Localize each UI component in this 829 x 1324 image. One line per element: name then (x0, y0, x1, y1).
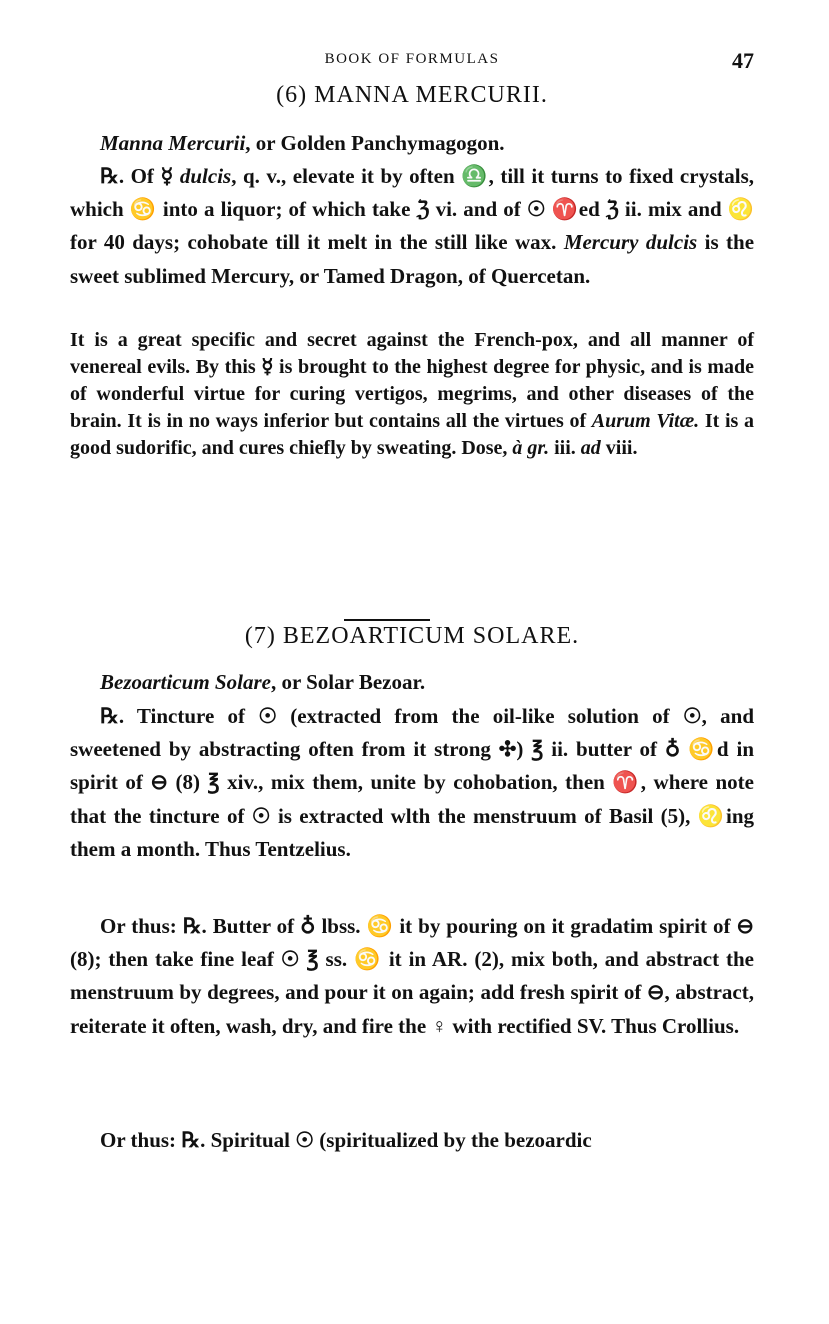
notes-italic: Aurum Vitæ. (591, 410, 700, 433)
section-6-notes (70, 327, 754, 462)
recipe-italic: dulcis (179, 164, 232, 188)
intro-rest: , or Solar Bezoar. (270, 670, 426, 694)
intro-term: Manna Mercurii (100, 131, 246, 155)
notes-italic: à gr. (512, 437, 550, 460)
recipe-text: ℞. Of ☿ (100, 164, 180, 188)
section-6-heading: (6) MANNA MERCURII. (276, 82, 548, 108)
page-header (70, 48, 754, 78)
section-7-recipe: ℞. Tincture of ☉ (extracted from the oil-like solution of ☉, and sweetened by abstracting often from it strong ✣) ℥ ii. butter of ♁ ♋d in spirit of ⊖ (8) ℥ xiv., mix them, unite by cohobation, then ♈, where note that the tincture of ☉ is extracted wlth the menstruum of Basil (5), ♌ing them a month. Thus Tentzelius. (70, 704, 754, 861)
section-7-intro (70, 666, 754, 699)
notes-text: It is a great specific and secret against the French-pox, and all manner of venereal evils. By this ☿ is brought to the highest degree for physic, and is made of wonderful virtue for curing vertigos, megrims, and other diseases of the brain. It is in no ways inferior but contains all the virtues of (70, 329, 754, 433)
recipe-italic: Mercury dulcis (563, 230, 698, 255)
notes-text: iii. (549, 437, 581, 460)
section-7-alternative-1: Or thus: ℞. Butter of ♁ lbss. ♋ it by pouring on it gradatim spirit of ⊖ (8); then take fine leaf ☉ ℥ ss. ♋ it in AR. (2), mix both, and abstract the menstruum by degrees, and pour it on again; add fresh spirit of ⊖, abstract, reiterate it often, wash, dry, and fire the ♀ with rectified SV. Thus Crollius. (70, 914, 754, 1038)
section-6-recipe (70, 160, 754, 293)
section-7-heading: (7) BEZOARTICUM SOLARE. (244, 623, 580, 649)
intro-rest: , or Golden Panchymagogon. (245, 131, 505, 155)
running-title: BOOK OF FORMULAS (324, 51, 500, 67)
section-7-alternative-2: Or thus: ℞. Spiritual ☉ (spiritualized by the bezoardic (100, 1128, 592, 1152)
recipe-text: is the sweet sublimed Mercury, or Tamed Dragon, of Quercetan. (70, 230, 755, 288)
notes-text: It is a good sudorific, and cures chiefly by sweating. Dose, (70, 410, 754, 460)
notes-text: viii. (600, 437, 638, 460)
recipe-text: , q. v., elevate it by often ♎, till it turns to fixed crystals, which ♋ into a liquor; of which take ℨ vi. and of ☉ ♈ed ℨ ii. mix and ♌ for 40 days; cohobate till it melt in the still like wax. (70, 164, 754, 255)
section-divider (344, 619, 430, 621)
page-number: 47 (732, 48, 754, 73)
intro-term: Bezoarticum Solare (100, 670, 271, 694)
notes-italic: ad (580, 437, 601, 460)
section-6-intro (70, 127, 754, 160)
